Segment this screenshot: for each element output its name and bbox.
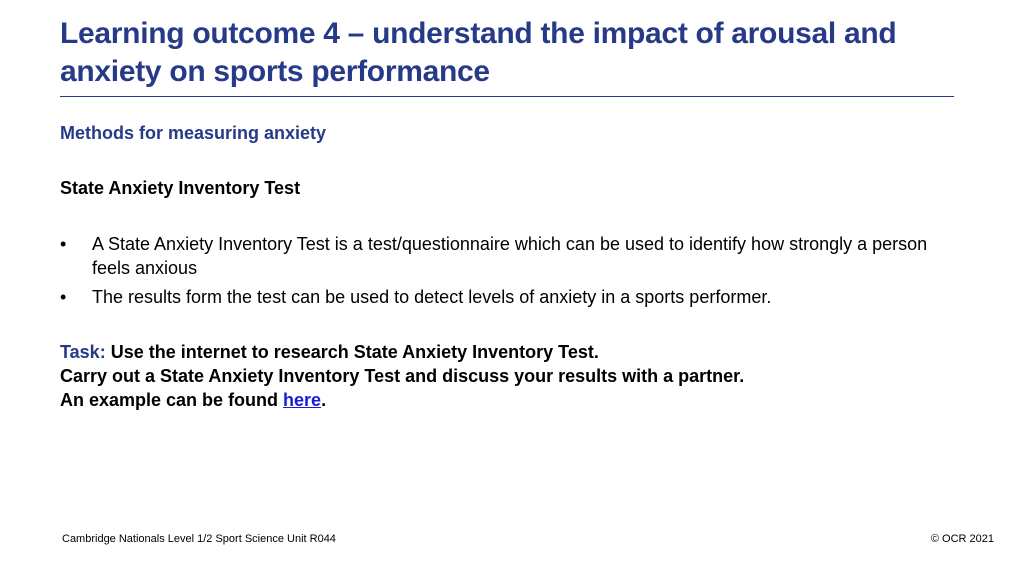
title-divider xyxy=(60,96,954,97)
task-line-3 xyxy=(60,388,960,412)
subheading: Methods for measuring anxiety xyxy=(60,123,327,143)
footer-course-name: Cambridge Nationals Level 1/2 Sport Science Unit R044 xyxy=(62,533,336,545)
bullet-marker: • xyxy=(60,287,67,307)
bullet-list xyxy=(60,232,930,314)
slide-title: Learning outcome 4 – understand the impact of arousal and anxiety on sports performance xyxy=(60,17,897,88)
bullet-text: A State Anxiety Inventory Test is a test/questionnaire which can be used to identify how strongly a person feels anxious xyxy=(92,234,928,278)
here-link[interactable]: here xyxy=(283,390,322,410)
bullet-text: The results form the test can be used to detect levels of anxiety in a sports performer. xyxy=(92,287,772,307)
footer-copyright: © OCR 2021 xyxy=(930,533,994,545)
task-block xyxy=(60,340,960,412)
section-heading: State Anxiety Inventory Test xyxy=(60,178,301,198)
task-line-1 xyxy=(60,340,960,364)
bullet-marker: • xyxy=(60,234,67,254)
task-line-2: Carry out a State Anxiety Inventory Test and discuss your results with a partner. xyxy=(60,366,745,386)
task-label: Task: xyxy=(60,342,106,362)
bullet-item xyxy=(60,232,930,280)
bullet-item xyxy=(60,285,930,309)
task-example-text: An example can be found xyxy=(60,390,284,410)
task-instruction: Use the internet to research State Anxiety Inventory Test. xyxy=(105,342,599,362)
task-example-period: . xyxy=(321,390,327,410)
